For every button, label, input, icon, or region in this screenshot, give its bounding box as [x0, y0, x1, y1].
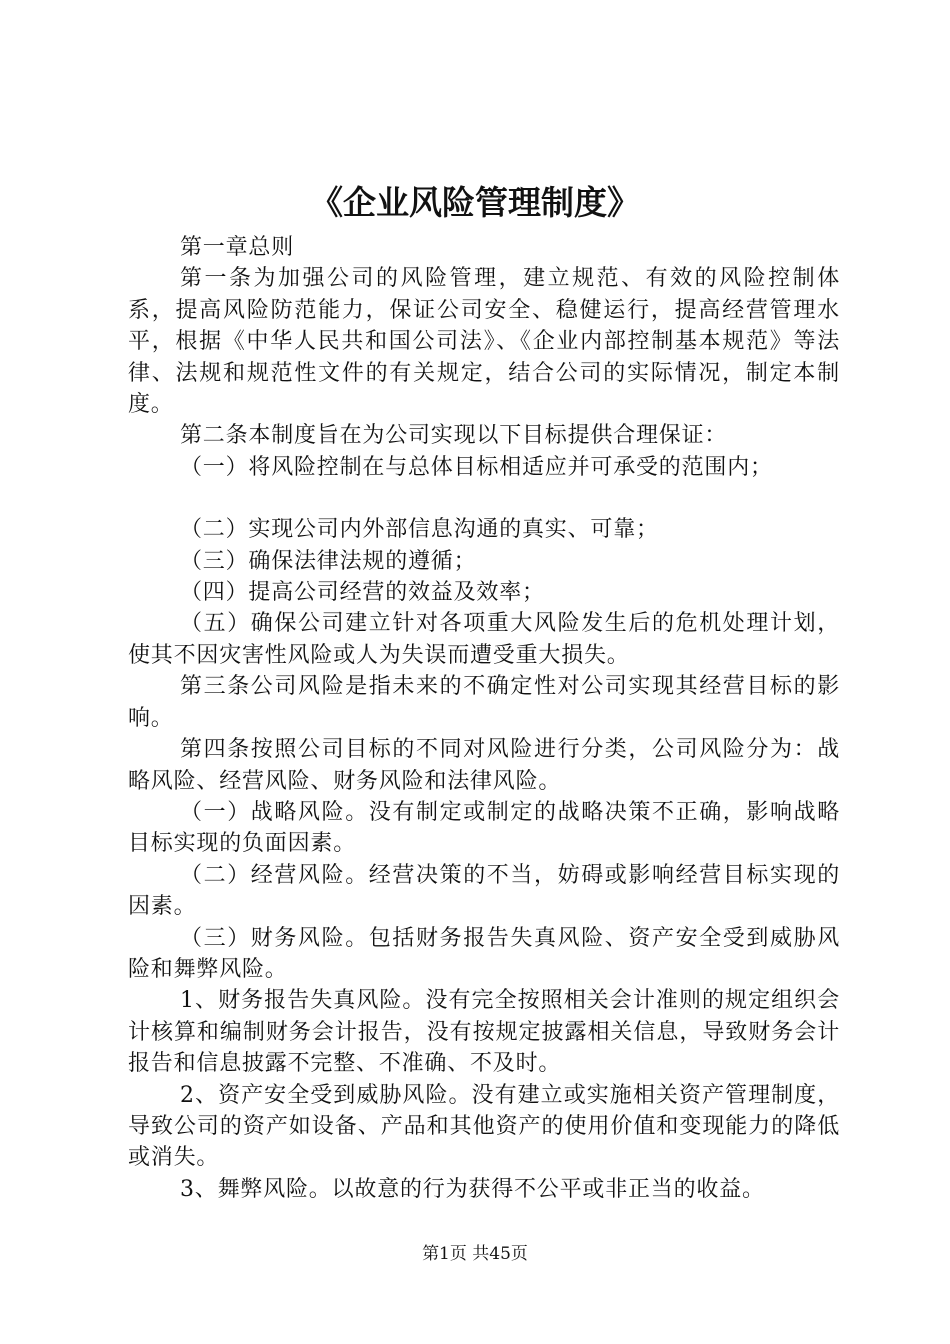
page-number: 第1页 共45页 — [422, 1244, 528, 1264]
paragraph-goal-1: （一）将风险控制在与总体目标相适应并可承受的范围内； — [180, 454, 773, 480]
paragraph-finance-3: 3、舞弊风险。以故意的行为获得不公平或非正当的收益。 — [180, 1176, 765, 1202]
paragraph-risk-finance: （三）财务风险。包括财务报告失真风险、资产安全受到威胁风险和舞弊风险。 — [128, 925, 840, 982]
paragraph-article-4: 第四条按照公司目标的不同对风险进行分类，公司风险分为：战略风险、经营风险、财务风险和法律风险。 — [128, 737, 840, 794]
paragraph-goal-2: （二）实现公司内外部信息沟通的真实、可靠； — [180, 517, 659, 543]
paragraph-goal-5: （五）确保公司建立针对各项重大风险发生后的危机处理计划，使其不因灾害性风险或人为失误而遭受重大损失。 — [128, 611, 840, 668]
document-body — [128, 232, 840, 1205]
paragraph-article-2: 第二条本制度旨在为公司实现以下目标提供合理保证： — [180, 423, 728, 449]
paragraph-article-1: 第一条为加强公司的风险管理，建立规范、有效的风险控制体系，提高风险防范能力，保证公司安全、稳健运行，提高经营管理水平，根据《中华人民共和国公司法》、《企业内部控制基本规范》等法律、法规和规范性文件的有关规定，结合公司的实际情况，制定本制度。 — [128, 266, 840, 418]
paragraph-goal-4: （四）提高公司经营的效益及效率； — [180, 580, 545, 606]
paragraph-goal-3: （三）确保法律法规的遵循； — [180, 548, 477, 574]
paragraph-article-3: 第三条公司风险是指未来的不确定性对公司实现其经营目标的影响。 — [128, 674, 840, 731]
paragraph-risk-strategy: （一）战略风险。没有制定或制定的战略决策不正确，影响战略目标实现的负面因素。 — [128, 799, 840, 857]
paragraph-finance-2: 2、资产安全受到威胁风险。没有建立或实施相关资产管理制度，导致公司的资产如设备、产品和其他资产的使用价值和变现能力的降低或消失。 — [128, 1082, 840, 1171]
paragraph-risk-operation: （二）经营风险。经营决策的不当，妨碍或影响经营目标实现的因素。 — [128, 862, 840, 920]
blank-line — [128, 483, 840, 514]
document-title: 《企业风险管理制度》 — [310, 183, 640, 222]
paragraph-finance-1: 1、财务报告失真风险。没有完全按照相关会计准则的规定组织会计核算和编制财务会计报告，没有按规定披露相关信息，导致财务会计报告和信息披露不完整、不准确、不及时。 — [128, 988, 840, 1077]
chapter-heading: 第一章总则 — [180, 235, 295, 260]
